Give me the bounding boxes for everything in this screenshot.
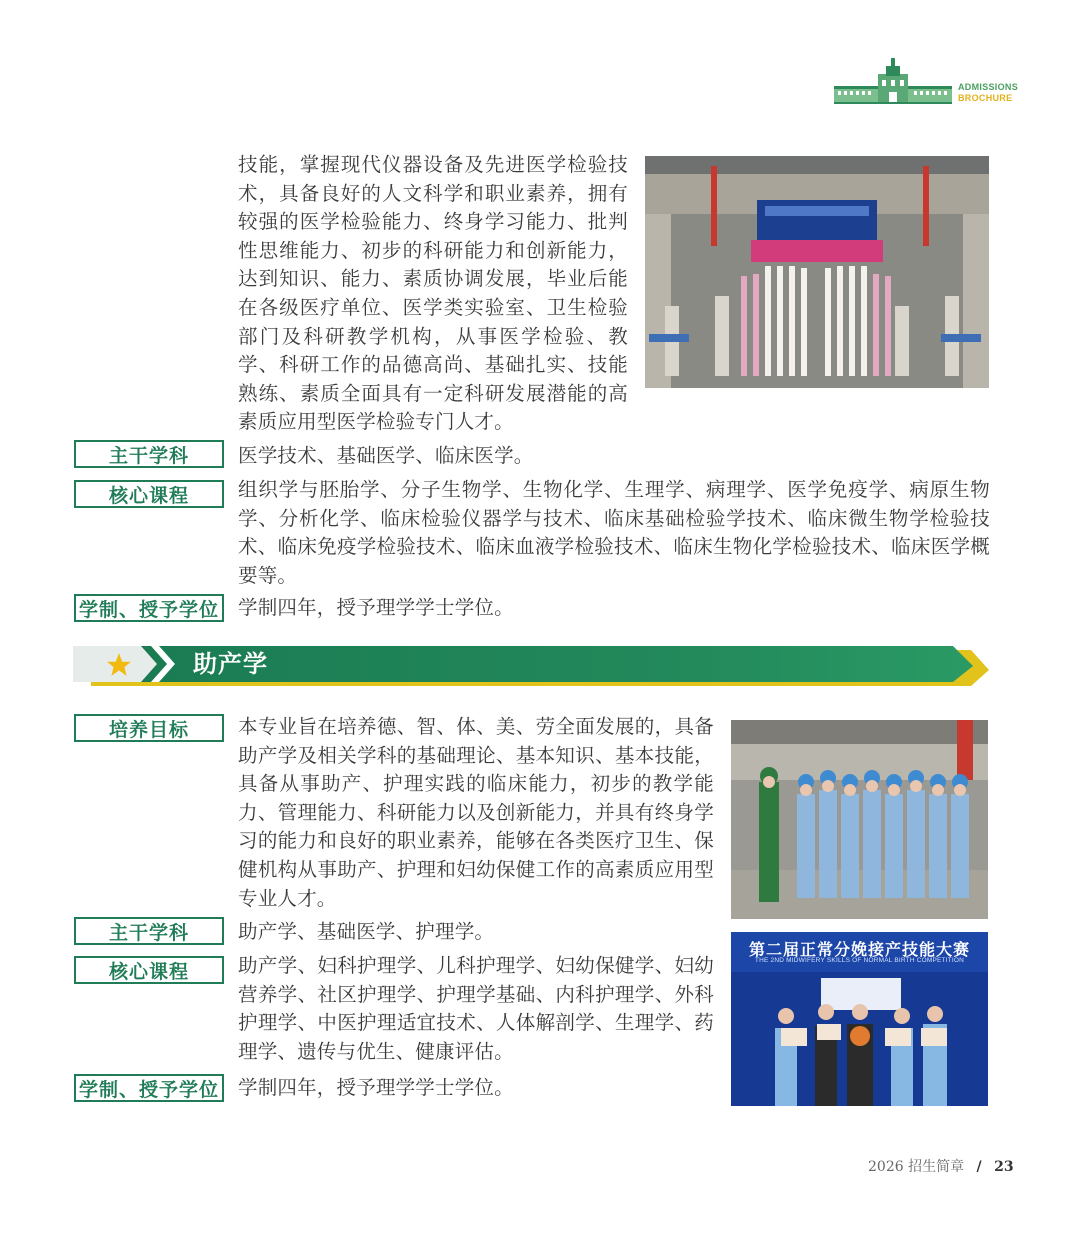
footer-brochure: 2026 招生简章	[868, 1159, 965, 1175]
text-core-courses-2: 助产学、妇科护理学、儿科护理学、妇幼保健学、妇幼营养学、社区护理学、护理学基础、内科护理学、外科护理学、中医护理适宜技术、人体解剖学、生理学、药理学、遗传与优生、健康评估。	[238, 954, 714, 1063]
logo-line-2: BROCHURE	[958, 93, 1013, 103]
footer-separator: /	[976, 1159, 982, 1175]
competition-banner-en: THE 2ND MIDWIFERY SKILLS OF NORMAL BIRTH COMPETITION	[754, 957, 965, 964]
label-core-courses-2: 核心课程	[74, 956, 224, 984]
header-logo	[834, 58, 1020, 106]
intro-paragraph: 技能，掌握现代仪器设备及先进医学检验技术，具备良好的人文科学和职业素养，拥有较强的医学检验能力、终身学习能力、批判性思维能力、初步的科研能力和创新能力，达到知识、能力、素质协调发展，毕业后能在各级医疗单位、医学类实验室、卫生检验部门及科研教学机构，从事医学检验、教学、科研工作的品德高尚、基础扎实、技能熟练、素质全面具有一定科研发展潜能的高素质应用型医学检验专门人才。	[238, 153, 628, 434]
label-duration-degree-2: 学制、授予学位	[74, 1074, 224, 1102]
label-major-disciplines-1: 主干学科	[74, 440, 224, 468]
text-major-disciplines-2: 助产学、基础医学、护理学。	[238, 920, 495, 943]
competition-photo	[731, 932, 988, 1106]
label-training-goal-2: 培养目标	[74, 714, 224, 742]
section-banner-midwifery	[73, 646, 989, 688]
section-title: 助产学	[193, 650, 268, 678]
star-icon	[106, 652, 132, 678]
text-duration-degree-2: 学制四年，授予理学学士学位。	[238, 1076, 514, 1099]
page-number: 23	[994, 1159, 1014, 1175]
label-core-courses-1: 核心课程	[74, 480, 224, 508]
label-duration-degree-1: 学制、授予学位	[74, 594, 224, 622]
text-training-goal-2: 本专业旨在培养德、智、体、美、劳全面发展的，具备助产学及相关学科的基础理论、基本知识、基本技能，具备从事助产、护理实践的临床能力，初步的教学能力、管理能力、科研能力以及创新能力，并具有终身学习的能力和良好的职业素养，能够在各类医疗卫生、保健机构从事助产、护理和妇幼保健工作的高素质应用型专业人才。	[238, 715, 714, 910]
nurses-group-photo	[731, 720, 988, 919]
text-major-disciplines-1: 医学技术、基础医学、临床医学。	[238, 444, 534, 467]
competition-banner-cn: 第二届正常分娩接产技能大赛	[748, 940, 970, 959]
text-core-courses-1: 组织学与胚胎学、分子生物学、生物化学、生理学、病理学、医学免疫学、病原生物学、分析化学、临床检验仪器学与技术、临床基础检验学技术、临床微生物学检验技术、临床免疫学检验技术、临床血液学检验技术、临床生物化学检验技术、临床医学概要等。	[238, 478, 990, 587]
label-major-disciplines-2: 主干学科	[74, 917, 224, 945]
text-duration-degree-1: 学制四年，授予理学学士学位。	[238, 596, 514, 619]
footer	[868, 1156, 1014, 1176]
logo-line-1: ADMISSIONS	[958, 82, 1019, 92]
ceremony-photo	[645, 156, 989, 388]
building-icon	[834, 58, 952, 106]
